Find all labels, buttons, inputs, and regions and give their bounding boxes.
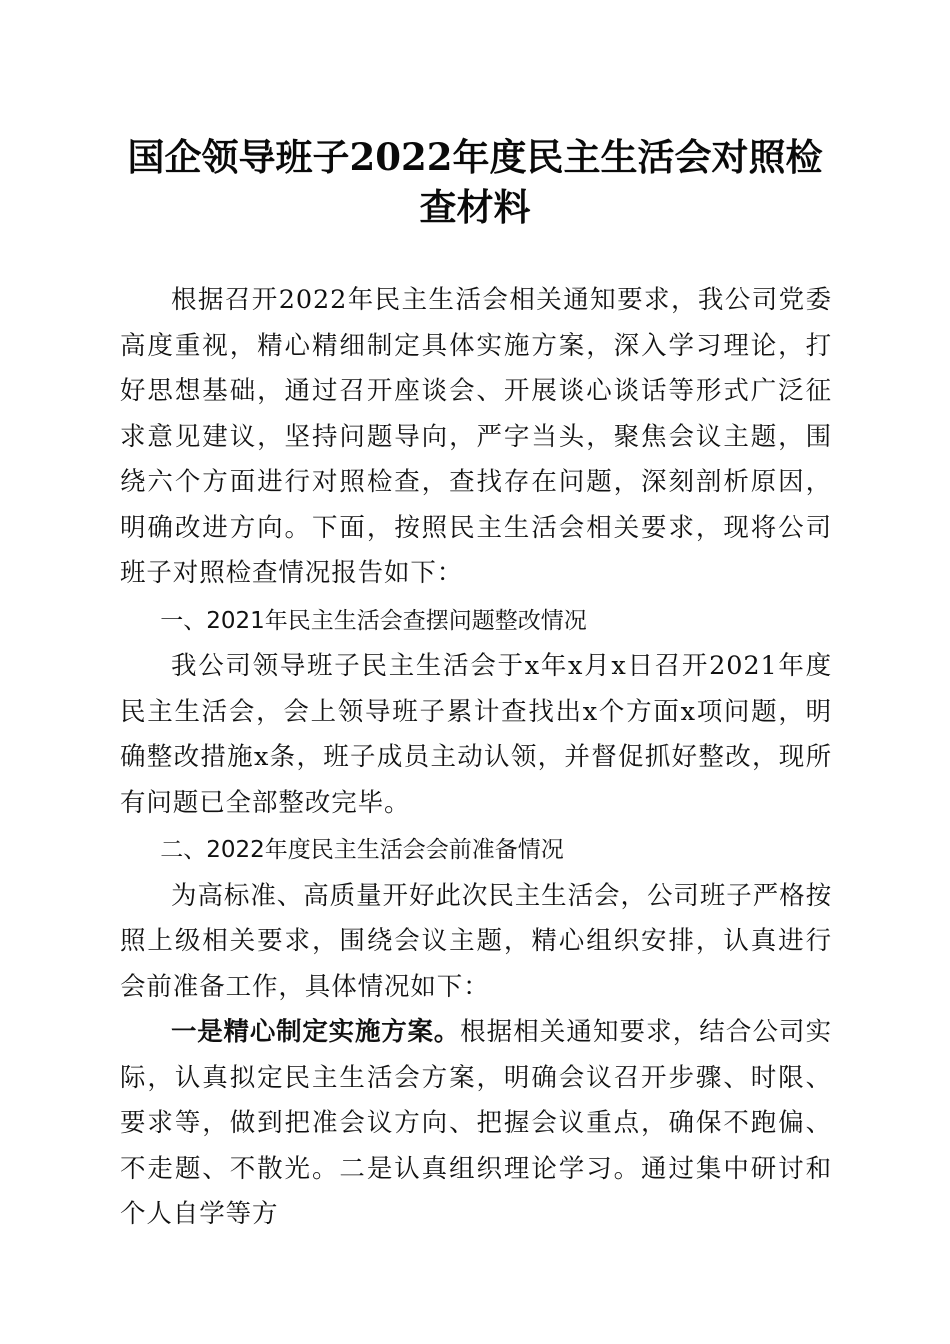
section-heading-2: 二、2022年度民主生活会会前准备情况	[160, 837, 564, 863]
section-2-paragraph: 为高标准、高质量开好此次民主生活会，公司班子严格按照上级相关要求，围绕会议主题，精心组织安排，认真进行会前准备工作，具体情况如下：	[120, 880, 832, 1002]
document-body	[120, 278, 832, 1238]
item-1-body: 根据相关通知要求，结合公司实际，认真拟定民主生活会方案，明确会议召开步骤、时限、要求等，做到把准会议方向、把握会议重点，确保不跑偏、不走题、不散光。二是认真组织理论学习。通过集中研讨和个人自学等方	[120, 1017, 832, 1229]
item-1-lead: 一是精心制定实施方案。	[171, 1017, 461, 1047]
intro-paragraph: 根据召开2022年民主生活会相关通知要求，我公司党委高度重视，精心精细制定具体实施方案，深入学习理论，打好思想基础，通过召开座谈会、开展谈心谈话等形式广泛征求意见建议，坚持问题导向，严字当头，聚焦会议主题，围绕六个方面进行对照检查，查找存在问题，深刻剖析原因，明确改进方向。下面，按照民主生活会相关要求，现将公司班子对照检查情况报告如下：	[120, 285, 832, 588]
section-2-item-paragraph	[120, 1010, 832, 1238]
section-1-paragraph: 我公司领导班子民主生活会于x年x月x日召开2021年度民主生活会，会上领导班子累计查找出x个方面x项问题，明确整改措施x条，班子成员主动认领，并督促抓好整改，现所有问题已全部整改完毕。	[120, 651, 832, 818]
section-heading-1: 一、2021年民主生活会查摆问题整改情况	[160, 607, 587, 634]
document-title: 国企领导班子2022年度民主生活会对照检查材料	[127, 135, 823, 229]
